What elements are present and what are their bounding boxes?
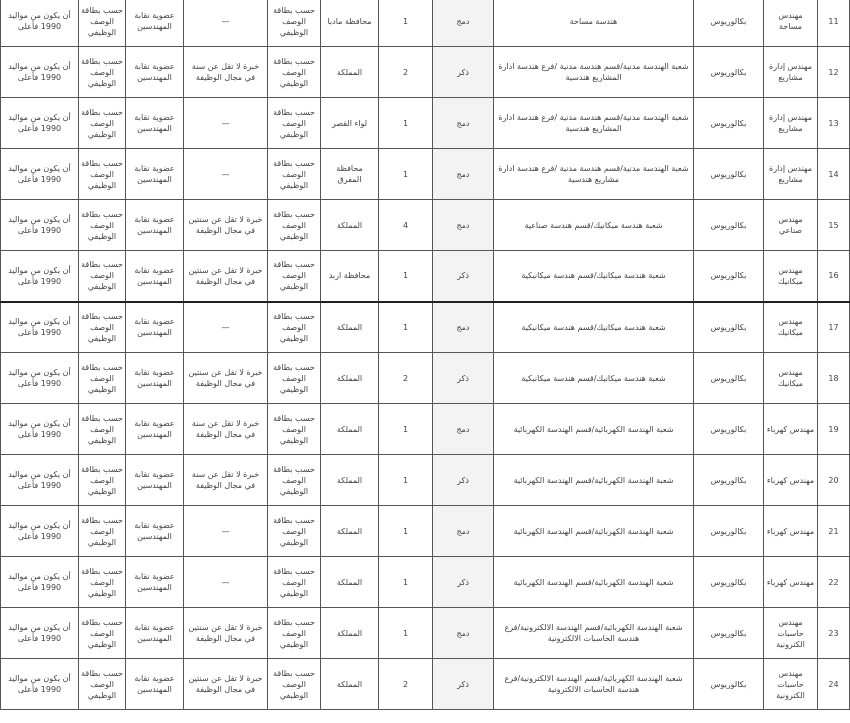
other-conditions-cell: حسب بطاقة الوصف الوظيفي xyxy=(79,353,126,404)
gender-cell: دمج xyxy=(433,98,494,149)
row-number-cell: 18 xyxy=(818,353,850,404)
experience-cell: — xyxy=(184,506,268,557)
job-card-cell: حسب بطاقة الوصف الوظيفي xyxy=(268,557,321,608)
experience-cell: خبرة لا تقل عن سنة في مجال الوظيفة xyxy=(184,455,268,506)
job-title-cell: مهندس إدارة مشاريع xyxy=(764,47,818,98)
row-number-cell: 19 xyxy=(818,404,850,455)
region-cell: المملكة xyxy=(321,455,379,506)
row-number-cell: 14 xyxy=(818,149,850,200)
experience-cell: خبرة لا تقل عن سنتين في مجال الوظيفة xyxy=(184,659,268,710)
age-cell: أن يكون من مواليد 1990 فأعلى xyxy=(1,302,79,353)
table-row xyxy=(1,47,850,98)
job-title-cell: مهندس صناعي xyxy=(764,200,818,251)
age-cell: أن يكون من مواليد 1990 فأعلى xyxy=(1,455,79,506)
job-card-cell: حسب بطاقة الوصف الوظيفي xyxy=(268,0,321,47)
age-cell: أن يكون من مواليد 1990 فأعلى xyxy=(1,47,79,98)
other-conditions-cell: حسب بطاقة الوصف الوظيفي xyxy=(79,200,126,251)
age-cell: أن يكون من مواليد 1990 فأعلى xyxy=(1,98,79,149)
job-card-cell: حسب بطاقة الوصف الوظيفي xyxy=(268,302,321,353)
degree-cell: بكالوريوس xyxy=(694,608,764,659)
region-cell: المملكة xyxy=(321,608,379,659)
major-cell: شعبة الهندسة مدنية/قسم هندسة مدنية /فرع هندسة ادارة مشاريع هندسية xyxy=(494,149,694,200)
membership-cell: عضوية نقابة المهندسين xyxy=(126,455,184,506)
age-cell: أن يكون من مواليد 1990 فأعلى xyxy=(1,353,79,404)
membership-cell: عضوية نقابة المهندسين xyxy=(126,404,184,455)
degree-cell: بكالوريوس xyxy=(694,302,764,353)
major-cell: هندسة مساحة xyxy=(494,0,694,47)
count-cell: 2 xyxy=(379,353,433,404)
membership-cell: عضوية نقابة المهندسين xyxy=(126,353,184,404)
count-cell: 2 xyxy=(379,659,433,710)
experience-cell: — xyxy=(184,98,268,149)
degree-cell: بكالوريوس xyxy=(694,659,764,710)
region-cell: المملكة xyxy=(321,47,379,98)
major-cell: شعبة هندسة ميكانيك/قسم هندسة ميكانيكية xyxy=(494,302,694,353)
table-row xyxy=(1,455,850,506)
table-row xyxy=(1,659,850,710)
gender-cell: دمج xyxy=(433,608,494,659)
major-cell: شعبة هندسة ميكانيك/قسم هندسة صناعية xyxy=(494,200,694,251)
row-number-cell: 22 xyxy=(818,557,850,608)
job-card-cell: حسب بطاقة الوصف الوظيفي xyxy=(268,455,321,506)
count-cell: 1 xyxy=(379,251,433,302)
other-conditions-cell: حسب بطاقة الوصف الوظيفي xyxy=(79,0,126,47)
other-conditions-cell: حسب بطاقة الوصف الوظيفي xyxy=(79,404,126,455)
degree-cell: بكالوريوس xyxy=(694,47,764,98)
region-cell: المملكة xyxy=(321,353,379,404)
row-number-cell: 23 xyxy=(818,608,850,659)
job-title-cell: مهندس إدارة مشاريع xyxy=(764,98,818,149)
gender-cell: ذكر xyxy=(433,47,494,98)
major-cell: شعبة الهندسة الكهربائية/قسم الهندسة الكهربائية xyxy=(494,506,694,557)
job-title-cell: مهندس حاسبات الكترونية xyxy=(764,659,818,710)
membership-cell: عضوية نقابة المهندسين xyxy=(126,200,184,251)
age-cell: أن يكون من مواليد 1990 فأعلى xyxy=(1,251,79,302)
degree-cell: بكالوريوس xyxy=(694,404,764,455)
degree-cell: بكالوريوس xyxy=(694,353,764,404)
age-cell: أن يكون من مواليد 1990 فأعلى xyxy=(1,404,79,455)
job-title-cell: مهندس ميكانيك xyxy=(764,302,818,353)
major-cell: شعبة الهندسة الكهربائية/قسم الهندسة الالكترونية/فرع هندسة الحاسبات الالكترونية xyxy=(494,659,694,710)
other-conditions-cell: حسب بطاقة الوصف الوظيفي xyxy=(79,149,126,200)
membership-cell: عضوية نقابة المهندسين xyxy=(126,98,184,149)
age-cell: أن يكون من مواليد 1990 فأعلى xyxy=(1,608,79,659)
gender-cell: دمج xyxy=(433,0,494,47)
row-number-cell: 15 xyxy=(818,200,850,251)
region-cell: المملكة xyxy=(321,404,379,455)
count-cell: 1 xyxy=(379,98,433,149)
table-row xyxy=(1,353,850,404)
count-cell: 1 xyxy=(379,506,433,557)
degree-cell: بكالوريوس xyxy=(694,149,764,200)
job-card-cell: حسب بطاقة الوصف الوظيفي xyxy=(268,353,321,404)
count-cell: 1 xyxy=(379,557,433,608)
other-conditions-cell: حسب بطاقة الوصف الوظيفي xyxy=(79,659,126,710)
job-title-cell: مهندس كهرباء xyxy=(764,404,818,455)
row-number-cell: 20 xyxy=(818,455,850,506)
job-card-cell: حسب بطاقة الوصف الوظيفي xyxy=(268,47,321,98)
experience-cell: — xyxy=(184,557,268,608)
count-cell: 1 xyxy=(379,149,433,200)
table-row xyxy=(1,251,850,302)
table-row xyxy=(1,506,850,557)
region-cell: المملكة xyxy=(321,506,379,557)
table-row xyxy=(1,557,850,608)
count-cell: 1 xyxy=(379,0,433,47)
region-cell: المملكة xyxy=(321,557,379,608)
table-row xyxy=(1,302,850,353)
degree-cell: بكالوريوس xyxy=(694,251,764,302)
row-number-cell: 21 xyxy=(818,506,850,557)
row-number-cell: 16 xyxy=(818,251,850,302)
membership-cell: عضوية نقابة المهندسين xyxy=(126,659,184,710)
gender-cell: ذكر xyxy=(433,557,494,608)
experience-cell: — xyxy=(184,302,268,353)
table-body xyxy=(1,0,850,710)
row-number-cell: 13 xyxy=(818,98,850,149)
count-cell: 1 xyxy=(379,455,433,506)
other-conditions-cell: حسب بطاقة الوصف الوظيفي xyxy=(79,455,126,506)
age-cell: أن يكون من مواليد 1990 فأعلى xyxy=(1,149,79,200)
row-number-cell: 12 xyxy=(818,47,850,98)
count-cell: 1 xyxy=(379,302,433,353)
membership-cell: عضوية نقابة المهندسين xyxy=(126,608,184,659)
membership-cell: عضوية نقابة المهندسين xyxy=(126,302,184,353)
job-title-cell: مهندس ميكانيك xyxy=(764,251,818,302)
experience-cell: خبرة لا تقل عن سنتين في مجال الوظيفة xyxy=(184,251,268,302)
table-row xyxy=(1,404,850,455)
count-cell: 1 xyxy=(379,404,433,455)
degree-cell: بكالوريوس xyxy=(694,557,764,608)
gender-cell: دمج xyxy=(433,149,494,200)
region-cell: محافظة اربد xyxy=(321,251,379,302)
job-title-cell: مهندس مساحة xyxy=(764,0,818,47)
job-card-cell: حسب بطاقة الوصف الوظيفي xyxy=(268,659,321,710)
degree-cell: بكالوريوس xyxy=(694,455,764,506)
membership-cell: عضوية نقابة المهندسين xyxy=(126,47,184,98)
job-title-cell: مهندس كهرباء xyxy=(764,557,818,608)
row-number-cell: 11 xyxy=(818,0,850,47)
count-cell: 1 xyxy=(379,608,433,659)
table-row xyxy=(1,149,850,200)
job-title-cell: مهندس حاسبات الكترونية xyxy=(764,608,818,659)
age-cell: أن يكون من مواليد 1990 فأعلى xyxy=(1,659,79,710)
region-cell: المملكة xyxy=(321,200,379,251)
experience-cell: خبرة لا تقل عن سنة في مجال الوظيفة xyxy=(184,404,268,455)
job-card-cell: حسب بطاقة الوصف الوظيفي xyxy=(268,506,321,557)
experience-cell: خبرة لا تقل عن سنتين في مجال الوظيفة xyxy=(184,200,268,251)
experience-cell: خبرة لا تقل عن سنتين في مجال الوظيفة xyxy=(184,608,268,659)
experience-cell: خبرة لا تقل عن سنة في مجال الوظيفة xyxy=(184,47,268,98)
age-cell: أن يكون من مواليد 1990 فأعلى xyxy=(1,506,79,557)
gender-cell: دمج xyxy=(433,404,494,455)
job-title-cell: مهندس إدارة مشاريع xyxy=(764,149,818,200)
job-card-cell: حسب بطاقة الوصف الوظيفي xyxy=(268,149,321,200)
region-cell: محافظة المفرق xyxy=(321,149,379,200)
gender-cell: ذكر xyxy=(433,659,494,710)
job-title-cell: مهندس ميكانيك xyxy=(764,353,818,404)
region-cell: محافظة مادبا xyxy=(321,0,379,47)
major-cell: شعبة الهندسة الكهربائية/قسم الهندسة الكهربائية xyxy=(494,557,694,608)
age-cell: أن يكون من مواليد 1990 فأعلى xyxy=(1,557,79,608)
degree-cell: بكالوريوس xyxy=(694,506,764,557)
table-row xyxy=(1,98,850,149)
major-cell: شعبة الهندسة مدنية/قسم هندسة مدنية /فرع هندسة ادارة المشاريع هندسية xyxy=(494,47,694,98)
job-card-cell: حسب بطاقة الوصف الوظيفي xyxy=(268,251,321,302)
row-number-cell: 24 xyxy=(818,659,850,710)
membership-cell: عضوية نقابة المهندسين xyxy=(126,149,184,200)
region-cell: المملكة xyxy=(321,659,379,710)
membership-cell: عضوية نقابة المهندسين xyxy=(126,506,184,557)
degree-cell: بكالوريوس xyxy=(694,98,764,149)
gender-cell: دمج xyxy=(433,506,494,557)
major-cell: شعبة الهندسة مدنية/قسم هندسة مدنية /فرع هندسة ادارة المشاريع هندسية xyxy=(494,98,694,149)
experience-cell: خبرة لا تقل عن سنتين في مجال الوظيفة xyxy=(184,353,268,404)
other-conditions-cell: حسب بطاقة الوصف الوظيفي xyxy=(79,302,126,353)
other-conditions-cell: حسب بطاقة الوصف الوظيفي xyxy=(79,506,126,557)
count-cell: 4 xyxy=(379,200,433,251)
job-card-cell: حسب بطاقة الوصف الوظيفي xyxy=(268,98,321,149)
age-cell: أن يكون من مواليد 1990 فأعلى xyxy=(1,200,79,251)
job-title-cell: مهندس كهرباء xyxy=(764,506,818,557)
gender-cell: دمج xyxy=(433,200,494,251)
major-cell: شعبة هندسة ميكانيك/قسم هندسة ميكانيكية xyxy=(494,353,694,404)
experience-cell: — xyxy=(184,0,268,47)
experience-cell: — xyxy=(184,149,268,200)
gender-cell: ذكر xyxy=(433,353,494,404)
region-cell: المملكة xyxy=(321,302,379,353)
other-conditions-cell: حسب بطاقة الوصف الوظيفي xyxy=(79,557,126,608)
age-cell: أن يكون من مواليد 1990 فأعلى xyxy=(1,0,79,47)
region-cell: لواء القصر xyxy=(321,98,379,149)
other-conditions-cell: حسب بطاقة الوصف الوظيفي xyxy=(79,608,126,659)
job-card-cell: حسب بطاقة الوصف الوظيفي xyxy=(268,200,321,251)
count-cell: 2 xyxy=(379,47,433,98)
table-row xyxy=(1,200,850,251)
job-title-cell: مهندس كهرباء xyxy=(764,455,818,506)
major-cell: شعبة الهندسة الكهربائية/قسم الهندسة الالكترونية/فرع هندسة الحاسبات الالكترونية xyxy=(494,608,694,659)
membership-cell: عضوية نقابة المهندسين xyxy=(126,0,184,47)
degree-cell: بكالوريوس xyxy=(694,0,764,47)
major-cell: شعبة الهندسة الكهربائية/قسم الهندسة الكهربائية xyxy=(494,455,694,506)
table-row xyxy=(1,0,850,47)
gender-cell: ذكر xyxy=(433,251,494,302)
table-row xyxy=(1,608,850,659)
membership-cell: عضوية نقابة المهندسين xyxy=(126,251,184,302)
other-conditions-cell: حسب بطاقة الوصف الوظيفي xyxy=(79,98,126,149)
gender-cell: ذكر xyxy=(433,455,494,506)
gender-cell: دمج xyxy=(433,302,494,353)
job-card-cell: حسب بطاقة الوصف الوظيفي xyxy=(268,608,321,659)
membership-cell: عضوية نقابة المهندسين xyxy=(126,557,184,608)
other-conditions-cell: حسب بطاقة الوصف الوظيفي xyxy=(79,251,126,302)
degree-cell: بكالوريوس xyxy=(694,200,764,251)
other-conditions-cell: حسب بطاقة الوصف الوظيفي xyxy=(79,47,126,98)
job-card-cell: حسب بطاقة الوصف الوظيفي xyxy=(268,404,321,455)
major-cell: شعبة الهندسة الكهربائية/قسم الهندسة الكهربائية xyxy=(494,404,694,455)
row-number-cell: 17 xyxy=(818,302,850,353)
major-cell: شعبة هندسة ميكانيك/قسم هندسة ميكانيكية xyxy=(494,251,694,302)
